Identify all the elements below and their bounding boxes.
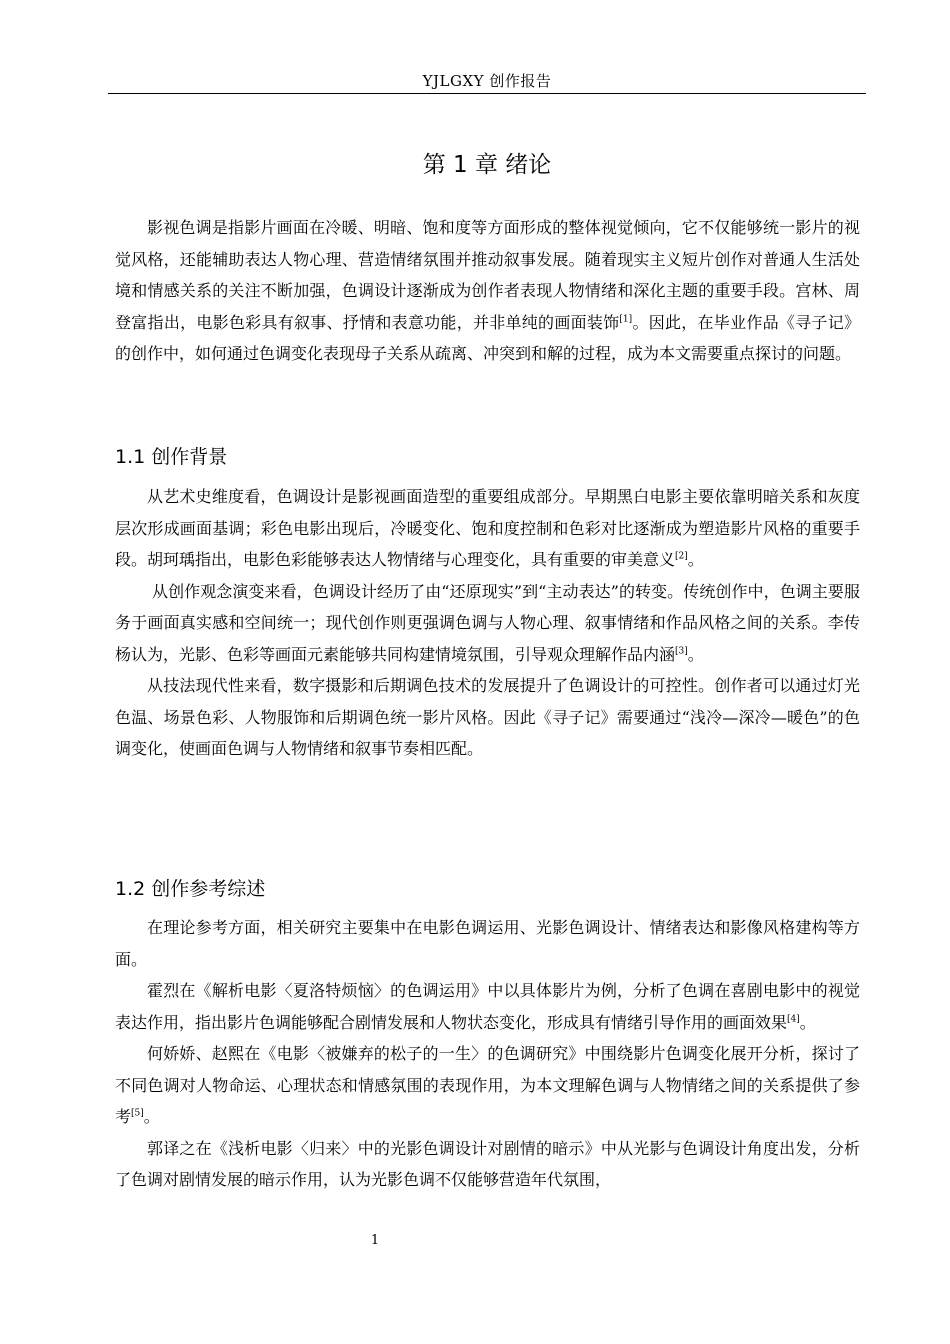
header-rule [108, 93, 866, 94]
intro-paragraph [115, 212, 860, 370]
paragraph-text: 。因此，在毕业作品《寻子记》的创作中，如何通过色调变化表现母子关系从疏离、冲突到和解的过程，成为本文需要重点探讨的问题。 [115, 312, 860, 363]
paragraph [115, 1133, 860, 1196]
paragraph-text: 霍烈在《解析电影〈夏洛特烦恼〉的色调运用》中以具体影片为例，分析了色调在喜剧电影中的视觉表达作用，指出影片色调能够配合剧情发展和人物状态变化，形成具有情绪引导作用的画面效果 [115, 981, 860, 1032]
paragraph [115, 912, 860, 975]
citation-ref[interactable]: [2] [675, 551, 688, 562]
citation-ref[interactable]: [4] [787, 1014, 800, 1025]
paragraph-text: 。 [687, 644, 704, 664]
paragraph-text: 从创作观念演变来看，色调设计经历了由“还原现实”到“主动表达”的转变。传统创作中，色调主要服务于画面真实感和空间统一；现代创作则更强调色调与人物心理、叙事情绪和作品风格之间的关系。李传杨认为，光影、色彩等画面元素能够共同构建情境氛围，引导观众理解作品内涵 [115, 581, 860, 664]
paragraph [115, 1038, 860, 1133]
paragraph [115, 481, 860, 576]
section-1-2-body [115, 912, 860, 1196]
section-title-1-1: 1.1 创作背景 [115, 446, 228, 468]
section-title-1-2: 1.2 创作参考综述 [115, 878, 266, 900]
paragraph-text: 影视色调是指影片画面在冷暖、明暗、饱和度等方面形成的整体视觉倾向，它不仅能够统一影片的视觉风格，还能辅助表达人物心理、营造情绪氛围并推动叙事发展。随着现实主义短片创作对普通人生活处境和情感关系的关注不断加强，色调设计逐渐成为创作者表现人物情绪和深化主题的重要手段。宫林、周登富指出，电影色彩具有叙事、抒情和表意功能，并非单纯的画面装饰 [115, 218, 860, 332]
paragraph-text: 。 [799, 1012, 816, 1032]
paragraph-text: 从技法现代性来看，数字摄影和后期调色技术的发展提升了色调设计的可控性。创作者可以通过灯光色温、场景色彩、人物服饰和后期调色统一影片风格。因此《寻子记》需要通过“浅冷—深冷—暖色”的色调变化，使画面色调与人物情绪和叙事节奏相匹配。 [115, 676, 860, 758]
citation-ref[interactable]: [1] [619, 314, 633, 325]
citation-ref[interactable]: [5] [131, 1108, 144, 1119]
citation-ref[interactable]: [3] [675, 646, 688, 657]
paragraph [115, 670, 860, 765]
paragraph [115, 975, 860, 1038]
paragraph-text: 。 [687, 550, 704, 569]
running-header: YJLGXY 创作报告 [422, 72, 552, 90]
section-1-1-body [115, 481, 860, 765]
paragraph-text: 何娇娇、赵熙在《电影〈被嫌弃的松子的一生〉的色调研究》中围绕影片色调变化展开分析，探讨了不同色调对人物命运、心理状态和情感氛围的表现作用，为本文理解色调与人物情绪之间的关系提供了参考 [115, 1044, 860, 1126]
paragraph-text: 在理论参考方面，相关研究主要集中在电影色调运用、光影色调设计、情绪表达和影像风格建构等方面。 [115, 918, 860, 969]
paragraph [115, 576, 860, 671]
paragraph-text: 从艺术史维度看，色调设计是影视画面造型的重要组成部分。早期黑白电影主要依靠明暗关系和灰度层次形成画面基调；彩色电影出现后，冷暖变化、饱和度控制和色彩对比逐渐成为塑造影片风格的重要手段。胡珂瑀指出，电影色彩能够表达人物情绪与心理变化，具有重要的审美意义 [115, 487, 860, 569]
intro-block [115, 212, 860, 370]
chapter-title: 第 1 章 绪论 [422, 152, 552, 178]
paragraph-text: 。 [143, 1107, 160, 1126]
page-number: 1 [370, 1233, 380, 1248]
paragraph-text: 郭译之在《浅析电影〈归来〉中的光影色调设计对剧情的暗示》中从光影与色调设计角度出发，分析了色调对剧情发展的暗示作用，认为光影色调不仅能够营造年代氛围， [115, 1138, 860, 1189]
